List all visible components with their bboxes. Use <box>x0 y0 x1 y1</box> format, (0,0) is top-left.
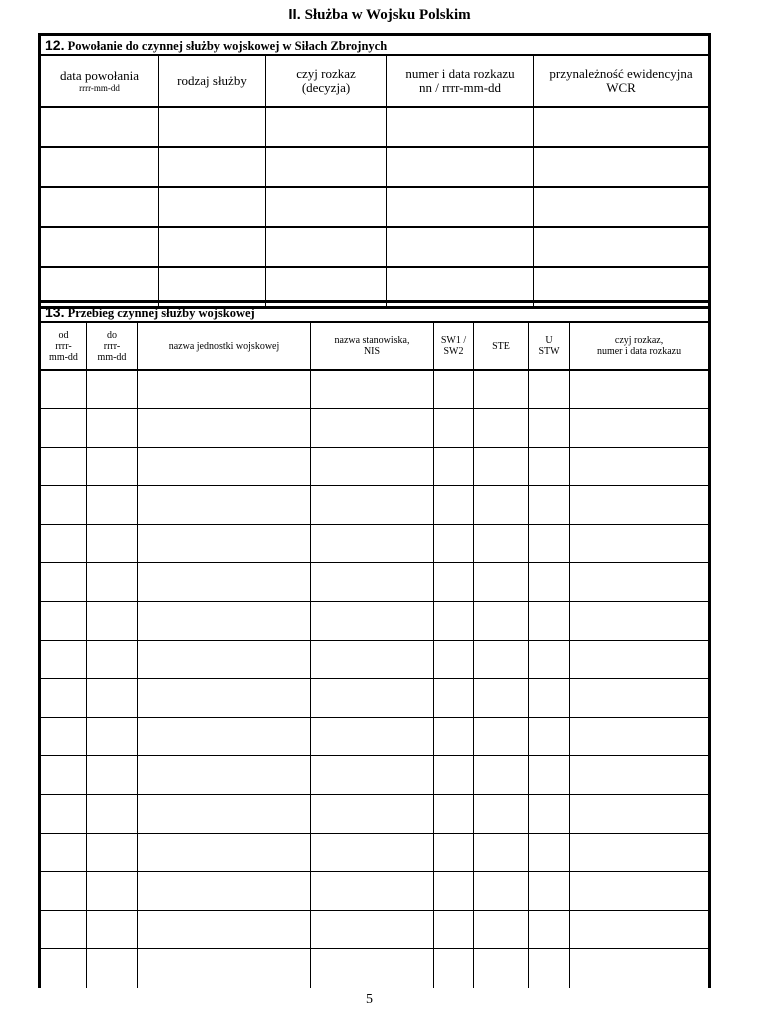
column-header-to-date <box>87 322 138 370</box>
service-entry-cell[interactable] <box>40 910 87 949</box>
column-header-label: U <box>545 335 553 346</box>
service-entry-cell[interactable] <box>434 563 474 602</box>
column-header-appointment-date <box>40 55 159 107</box>
service-entry-cell[interactable] <box>434 949 474 988</box>
service-entry-row <box>40 486 710 525</box>
column-header-order-info <box>570 322 710 370</box>
service-entry-cell[interactable] <box>40 949 87 988</box>
service-entry-cell[interactable] <box>138 833 311 872</box>
column-header-label: czyj rozkaz <box>296 66 356 81</box>
column-header-label: nazwa stanowiska, <box>334 335 410 346</box>
service-entry-cell[interactable] <box>570 949 710 988</box>
service-entry-cell[interactable] <box>570 679 710 718</box>
column-header-label: nazwa jednostki wojskowej <box>168 340 280 352</box>
column-header-order-number-date <box>387 55 534 107</box>
service-entry-cell[interactable] <box>87 872 138 911</box>
section-roman-number: II. <box>288 6 301 23</box>
service-entry-cell[interactable] <box>474 447 529 486</box>
service-entry-cell[interactable] <box>87 447 138 486</box>
section-12-column-headers <box>40 55 710 107</box>
service-entry-cell[interactable] <box>434 524 474 563</box>
service-entry-cell[interactable] <box>434 409 474 448</box>
service-entry-row <box>40 370 710 409</box>
service-entry-cell[interactable] <box>570 409 710 448</box>
service-entry-cell[interactable] <box>474 795 529 834</box>
service-entry-cell[interactable] <box>529 486 570 525</box>
appointment-entry-cell[interactable] <box>40 147 159 187</box>
service-entry-cell[interactable] <box>474 409 529 448</box>
appointment-entry-cell[interactable] <box>40 107 159 147</box>
service-entry-cell[interactable] <box>529 447 570 486</box>
service-entry-cell[interactable] <box>570 640 710 679</box>
service-entry-cell[interactable] <box>138 486 311 525</box>
section-12-header <box>40 35 710 56</box>
service-entry-cell[interactable] <box>311 756 434 795</box>
service-entry-cell[interactable] <box>474 872 529 911</box>
appointment-table <box>38 33 711 309</box>
appointment-entry-cell[interactable] <box>387 227 534 267</box>
service-entry-cell[interactable] <box>40 679 87 718</box>
service-entry-cell[interactable] <box>40 602 87 641</box>
service-entry-cell[interactable] <box>434 872 474 911</box>
service-entry-cell[interactable] <box>570 910 710 949</box>
service-entry-cell[interactable] <box>570 872 710 911</box>
service-entry-cell[interactable] <box>138 717 311 756</box>
service-entry-cell[interactable] <box>529 872 570 911</box>
service-entry-row <box>40 756 710 795</box>
service-entry-cell[interactable] <box>529 409 570 448</box>
service-entry-cell[interactable] <box>311 563 434 602</box>
appointment-entry-cell[interactable] <box>159 187 266 227</box>
service-entry-cell[interactable] <box>529 524 570 563</box>
appointment-entry-cell[interactable] <box>534 107 710 147</box>
appointment-entry-cell[interactable] <box>266 227 387 267</box>
section-13-header <box>40 302 710 323</box>
service-entry-cell[interactable] <box>87 640 138 679</box>
service-entry-cell[interactable] <box>434 370 474 409</box>
service-entry-cell[interactable] <box>474 679 529 718</box>
appointment-entry-cell[interactable] <box>534 227 710 267</box>
service-entry-cell[interactable] <box>40 833 87 872</box>
service-entry-cell[interactable] <box>87 756 138 795</box>
service-entry-cell[interactable] <box>529 795 570 834</box>
service-entry-cell[interactable] <box>87 833 138 872</box>
service-entry-cell[interactable] <box>529 833 570 872</box>
service-entry-cell[interactable] <box>87 524 138 563</box>
column-header-label: czyj rozkaz, <box>614 335 664 346</box>
column-header-sublabel: SW2 <box>443 346 464 357</box>
service-entry-cell[interactable] <box>311 910 434 949</box>
service-entry-row <box>40 833 710 872</box>
service-entry-cell[interactable] <box>434 447 474 486</box>
service-entry-cell[interactable] <box>529 370 570 409</box>
service-entry-cell[interactable] <box>87 563 138 602</box>
appointment-entry-cell[interactable] <box>159 147 266 187</box>
column-header-label: numer i data rozkazu <box>405 66 515 81</box>
service-entry-cell[interactable] <box>570 717 710 756</box>
appointment-entry-cell[interactable] <box>534 187 710 227</box>
column-header-format-hint: mm-dd <box>49 351 78 363</box>
appointment-entry-cell[interactable] <box>159 107 266 147</box>
appointment-entry-cell[interactable] <box>387 187 534 227</box>
service-entry-cell[interactable] <box>570 795 710 834</box>
service-entry-cell[interactable] <box>529 756 570 795</box>
column-header-label: od <box>58 329 69 341</box>
service-entry-cell[interactable] <box>570 563 710 602</box>
service-entry-cell[interactable] <box>434 679 474 718</box>
section-13-title: Przebieg czynnej służby wojskowej <box>67 306 255 320</box>
service-entry-cell[interactable] <box>434 910 474 949</box>
service-entry-cell[interactable] <box>87 949 138 988</box>
column-header-sublabel: numer i data rozkazu <box>596 346 682 357</box>
service-entry-cell[interactable] <box>138 795 311 834</box>
service-entry-cell[interactable] <box>474 486 529 525</box>
column-header-ste <box>474 322 529 370</box>
appointment-entry-cell[interactable] <box>387 107 534 147</box>
service-entry-cell[interactable] <box>40 486 87 525</box>
service-entry-row <box>40 949 710 988</box>
service-entry-cell[interactable] <box>87 795 138 834</box>
service-entry-cell[interactable] <box>434 640 474 679</box>
service-entry-row <box>40 640 710 679</box>
service-entry-cell[interactable] <box>40 563 87 602</box>
section-12-number: 12. <box>45 37 65 53</box>
service-entry-cell[interactable] <box>529 910 570 949</box>
service-entry-cell[interactable] <box>311 409 434 448</box>
service-entry-cell[interactable] <box>138 949 311 988</box>
column-header-format-hint: mm-dd <box>97 351 127 363</box>
appointment-entry-cell[interactable] <box>266 107 387 147</box>
service-entry-cell[interactable] <box>87 370 138 409</box>
appointment-entry-row <box>40 107 710 147</box>
column-header-registration-affiliation <box>534 55 710 107</box>
service-entry-cell[interactable] <box>570 602 710 641</box>
service-entry-cell[interactable] <box>311 795 434 834</box>
service-entry-cell[interactable] <box>40 409 87 448</box>
service-entry-cell[interactable] <box>138 910 311 949</box>
service-entry-cell[interactable] <box>87 910 138 949</box>
appointment-entry-cell[interactable] <box>266 187 387 227</box>
page-number: 5 <box>366 992 373 1007</box>
service-entry-cell[interactable] <box>474 756 529 795</box>
service-entry-cell[interactable] <box>570 370 710 409</box>
service-entry-row <box>40 563 710 602</box>
service-entry-cell[interactable] <box>529 640 570 679</box>
service-history-table <box>38 300 711 988</box>
service-entry-row <box>40 795 710 834</box>
service-entry-cell[interactable] <box>40 756 87 795</box>
service-entry-cell[interactable] <box>474 949 529 988</box>
appointment-entry-row <box>40 147 710 187</box>
service-entry-cell[interactable] <box>434 833 474 872</box>
section-12-title: Powołanie do czynnej służby wojskowej w Siłach Zbrojnych <box>67 39 388 53</box>
service-entry-cell[interactable] <box>474 833 529 872</box>
column-header-sublabel: STW <box>538 346 560 357</box>
service-entry-cell[interactable] <box>311 602 434 641</box>
column-header-label: data powołania <box>59 68 140 83</box>
service-entry-cell[interactable] <box>138 447 311 486</box>
service-entry-cell[interactable] <box>311 524 434 563</box>
column-header-sublabel: NIS <box>363 346 381 357</box>
service-entry-cell[interactable] <box>311 872 434 911</box>
appointment-entry-cell[interactable] <box>534 147 710 187</box>
column-header-sublabel: WCR <box>606 80 636 95</box>
service-entry-cell[interactable] <box>434 756 474 795</box>
column-header-label: SW1 / <box>440 335 467 346</box>
service-entry-cell[interactable] <box>474 524 529 563</box>
column-header-label: STE <box>492 340 510 352</box>
service-entry-cell[interactable] <box>570 833 710 872</box>
page-title <box>0 6 759 24</box>
column-header-format-hint: rrrr- <box>103 340 121 352</box>
service-entry-cell[interactable] <box>40 795 87 834</box>
service-entry-cell[interactable] <box>138 563 311 602</box>
service-entry-cell[interactable] <box>138 872 311 911</box>
service-entry-cell[interactable] <box>434 486 474 525</box>
service-entry-cell[interactable] <box>40 447 87 486</box>
column-header-sublabel: (decyzja) <box>301 80 351 95</box>
service-entry-cell[interactable] <box>311 640 434 679</box>
appointment-entry-cell[interactable] <box>387 147 534 187</box>
column-header-label: do <box>107 329 117 341</box>
service-entry-cell[interactable] <box>529 717 570 756</box>
appointment-entry-cell[interactable] <box>266 147 387 187</box>
service-entry-cell[interactable] <box>474 602 529 641</box>
service-entry-cell[interactable] <box>311 370 434 409</box>
service-entry-cell[interactable] <box>87 486 138 525</box>
column-header-u-stw <box>529 322 570 370</box>
column-header-label: przynależność ewidencyjna <box>549 66 693 81</box>
service-entry-cell[interactable] <box>474 717 529 756</box>
appointment-entry-cell[interactable] <box>40 187 159 227</box>
column-header-unit-name <box>138 322 311 370</box>
appointment-entry-row <box>40 227 710 267</box>
service-entry-cell[interactable] <box>138 602 311 641</box>
service-entry-row <box>40 524 710 563</box>
service-entry-cell[interactable] <box>40 370 87 409</box>
service-entry-cell[interactable] <box>87 679 138 718</box>
service-entry-cell[interactable] <box>87 409 138 448</box>
service-entry-cell[interactable] <box>40 717 87 756</box>
column-header-format-hint: rrrr- <box>55 340 72 352</box>
service-entry-row <box>40 409 710 448</box>
service-entry-cell[interactable] <box>529 602 570 641</box>
appointment-entry-row <box>40 187 710 227</box>
service-entry-cell[interactable] <box>570 524 710 563</box>
service-entry-cell[interactable] <box>570 486 710 525</box>
service-entry-cell[interactable] <box>311 486 434 525</box>
column-header-service-type <box>159 55 266 107</box>
service-entry-row <box>40 447 710 486</box>
service-entry-cell[interactable] <box>311 717 434 756</box>
service-entry-cell[interactable] <box>311 833 434 872</box>
section-13-number: 13. <box>45 304 65 320</box>
section-13-column-headers <box>40 322 710 370</box>
service-entry-cell[interactable] <box>529 679 570 718</box>
service-entry-cell[interactable] <box>529 949 570 988</box>
column-header-order-issuer <box>266 55 387 107</box>
service-entry-cell[interactable] <box>529 563 570 602</box>
service-entry-cell[interactable] <box>87 717 138 756</box>
service-entry-cell[interactable] <box>434 717 474 756</box>
column-header-sw <box>434 322 474 370</box>
service-entry-cell[interactable] <box>474 563 529 602</box>
service-entry-cell[interactable] <box>87 602 138 641</box>
service-entry-cell[interactable] <box>570 447 710 486</box>
service-entry-cell[interactable] <box>434 795 474 834</box>
service-entry-cell[interactable] <box>138 524 311 563</box>
service-entry-cell[interactable] <box>40 640 87 679</box>
service-entry-cell[interactable] <box>138 640 311 679</box>
service-entry-cell[interactable] <box>311 949 434 988</box>
column-header-label: rodzaj służby <box>177 73 247 88</box>
service-entry-row <box>40 602 710 641</box>
service-entry-cell[interactable] <box>311 679 434 718</box>
appointment-entry-cell[interactable] <box>159 227 266 267</box>
service-entry-cell[interactable] <box>138 409 311 448</box>
service-entry-cell[interactable] <box>474 910 529 949</box>
column-header-sublabel: nn / rrrr-mm-dd <box>418 80 502 95</box>
service-entry-cell[interactable] <box>138 756 311 795</box>
service-entry-cell[interactable] <box>474 640 529 679</box>
service-entry-cell[interactable] <box>40 524 87 563</box>
service-entry-cell[interactable] <box>40 872 87 911</box>
service-entry-cell[interactable] <box>138 679 311 718</box>
service-entry-cell[interactable] <box>434 602 474 641</box>
service-entry-cell[interactable] <box>311 447 434 486</box>
service-entry-row <box>40 717 710 756</box>
service-entry-row <box>40 872 710 911</box>
section-title-text: Służba w Wojsku Polskim <box>304 7 471 23</box>
column-header-position-name <box>311 322 434 370</box>
column-header-from-date <box>40 322 87 370</box>
service-entry-cell[interactable] <box>474 370 529 409</box>
service-entry-cell[interactable] <box>570 756 710 795</box>
appointment-entry-cell[interactable] <box>40 227 159 267</box>
service-entry-row <box>40 910 710 949</box>
column-header-format-hint: rrrr-mm-dd <box>79 83 120 93</box>
service-entry-cell[interactable] <box>138 370 311 409</box>
service-entry-row <box>40 679 710 718</box>
